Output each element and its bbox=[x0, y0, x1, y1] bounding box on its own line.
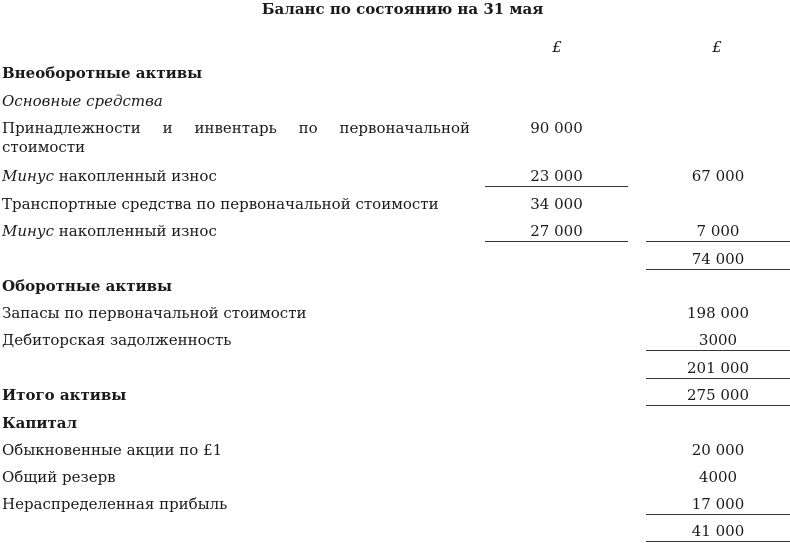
section-heading-equity bbox=[0, 414, 790, 441]
underline-rule bbox=[646, 241, 790, 242]
row-label bbox=[2, 222, 217, 241]
row-label: Капитал bbox=[2, 414, 78, 432]
table-row bbox=[0, 167, 790, 194]
value-col1: 90 000 bbox=[530, 119, 583, 137]
underline-rule bbox=[646, 378, 790, 379]
table-row bbox=[0, 119, 790, 159]
row-label: Оборотные активы bbox=[2, 277, 173, 295]
value-col1: 23 000 bbox=[530, 167, 583, 185]
row-label: Дебиторская задолженность bbox=[2, 331, 232, 349]
row-label bbox=[2, 167, 217, 186]
value-col1: 34 000 bbox=[530, 195, 583, 213]
value-col1: 27 000 bbox=[530, 222, 583, 240]
row-prefix: Минус bbox=[2, 167, 55, 185]
table-row bbox=[0, 495, 790, 522]
page-title: Баланс по состоянию на 31 мая bbox=[261, 0, 544, 18]
row-label-rest: накопленный износ bbox=[54, 167, 217, 185]
underline-rule bbox=[646, 514, 790, 515]
row-label: Обыкновенные акции по £1 bbox=[2, 441, 223, 459]
table-row bbox=[0, 441, 790, 468]
value-col2: 67 000 bbox=[691, 167, 745, 185]
table-row bbox=[0, 195, 790, 222]
row-label: Итого активы bbox=[2, 386, 127, 404]
value-col2: 3000 bbox=[698, 331, 738, 349]
value-col2: 201 000 bbox=[686, 359, 750, 377]
row-label: Основные средства bbox=[2, 92, 163, 110]
row-label: Принадлежности и инвентарь по первоначальной стоимости bbox=[2, 119, 470, 156]
table-row bbox=[0, 468, 790, 495]
section-heading-current bbox=[0, 277, 790, 304]
value-col2: 74 000 bbox=[691, 250, 745, 268]
value-col2: 4000 bbox=[698, 468, 738, 486]
value-col2: 275 000 bbox=[686, 386, 750, 404]
table-row bbox=[0, 304, 790, 331]
row-label: Транспортные средства по первоначальной стоимости bbox=[2, 195, 439, 213]
underline-rule bbox=[485, 186, 628, 187]
value-col2: 198 000 bbox=[686, 304, 750, 322]
table-row bbox=[0, 222, 790, 249]
value-col2: 20 000 bbox=[691, 441, 745, 459]
total-assets-row bbox=[0, 386, 790, 413]
row-label: Внеоборотные активы bbox=[2, 64, 203, 82]
table-row bbox=[0, 331, 790, 358]
row-label-rest: накопленный износ bbox=[54, 222, 217, 240]
value-col2: 7 000 bbox=[696, 222, 740, 240]
subtotal-row bbox=[0, 359, 790, 386]
row-label: Общий резерв bbox=[2, 468, 116, 486]
row-prefix: Минус bbox=[2, 222, 55, 240]
currency-header-col2: £ bbox=[712, 38, 722, 56]
currency-header-col1: £ bbox=[552, 38, 562, 56]
underline-rule bbox=[646, 269, 790, 270]
row-label: Запасы по первоначальной стоимости bbox=[2, 304, 307, 322]
underline-rule bbox=[646, 405, 790, 406]
underline-rule bbox=[646, 541, 790, 542]
subheading-fixed-assets bbox=[0, 92, 790, 119]
subtotal-row bbox=[0, 522, 790, 543]
section-heading-noncurrent bbox=[0, 64, 790, 91]
row-label: Нераспределенная прибыль bbox=[2, 495, 228, 513]
value-col2: 41 000 bbox=[691, 522, 745, 540]
underline-rule bbox=[646, 350, 790, 351]
value-col2: 17 000 bbox=[691, 495, 745, 513]
subtotal-row bbox=[0, 250, 790, 277]
underline-rule bbox=[485, 241, 628, 242]
